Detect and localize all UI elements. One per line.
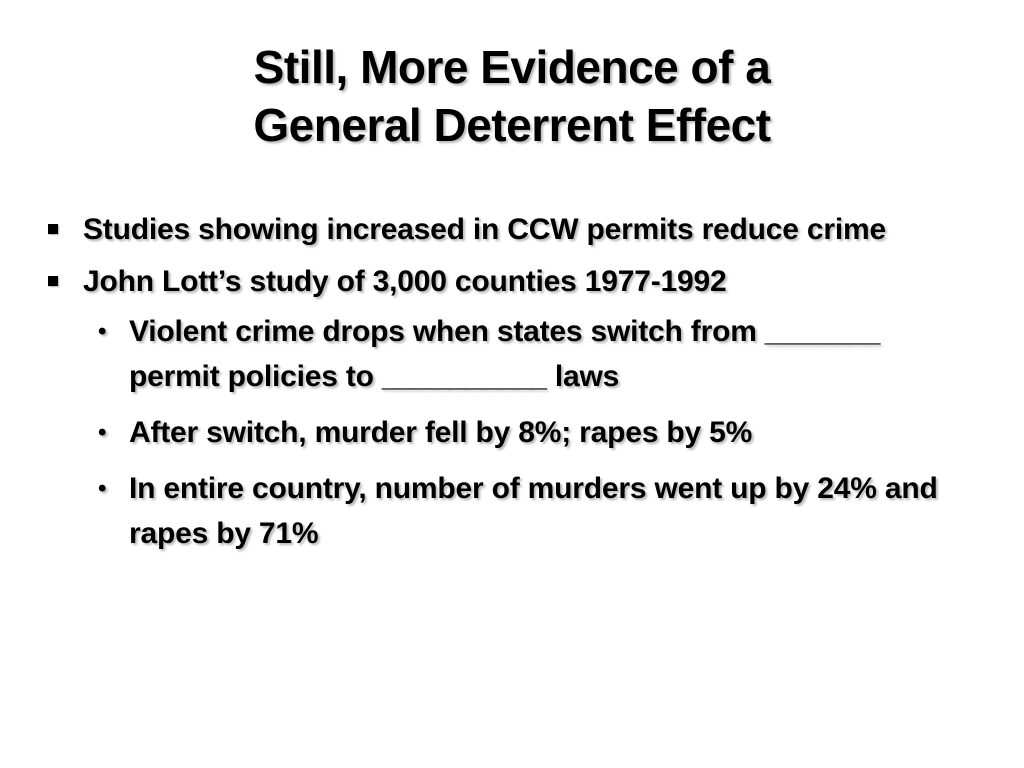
round-bullet-icon: • — [98, 419, 107, 446]
sub-bullet-text: After switch, murder fell by 8%; rapes by 5% — [129, 416, 753, 449]
bullet-item-ccw-studies — [44, 208, 944, 251]
title-line-2: General Deterrent Effect — [253, 99, 771, 151]
bullet-text: John Lott’s study of 3,000 counties 1977-1992 — [83, 265, 727, 298]
bullet-item-lott-study — [44, 260, 944, 303]
round-bullet-icon: • — [98, 318, 107, 345]
sub-bullet-item-entire-country — [96, 466, 944, 556]
sub-bullet-item-violent-crime — [96, 309, 944, 399]
title-line-1: Still, More Evidence of a — [253, 41, 771, 93]
bullet-text: Studies showing increased in CCW permits reduce crime — [83, 213, 886, 246]
square-bullet-icon — [48, 276, 58, 286]
round-bullet-icon: • — [98, 475, 107, 502]
bullet-list — [44, 208, 944, 556]
square-bullet-icon — [48, 224, 58, 234]
sub-bullet-item-after-switch — [96, 410, 944, 455]
sub-bullet-text: Violent crime drops when states switch from _______ permit policies to __________ laws — [129, 315, 881, 393]
sub-bullet-text: In entire country, number of murders went up by 24% and rapes by 71% — [129, 472, 938, 550]
slide-title — [0, 38, 1024, 154]
